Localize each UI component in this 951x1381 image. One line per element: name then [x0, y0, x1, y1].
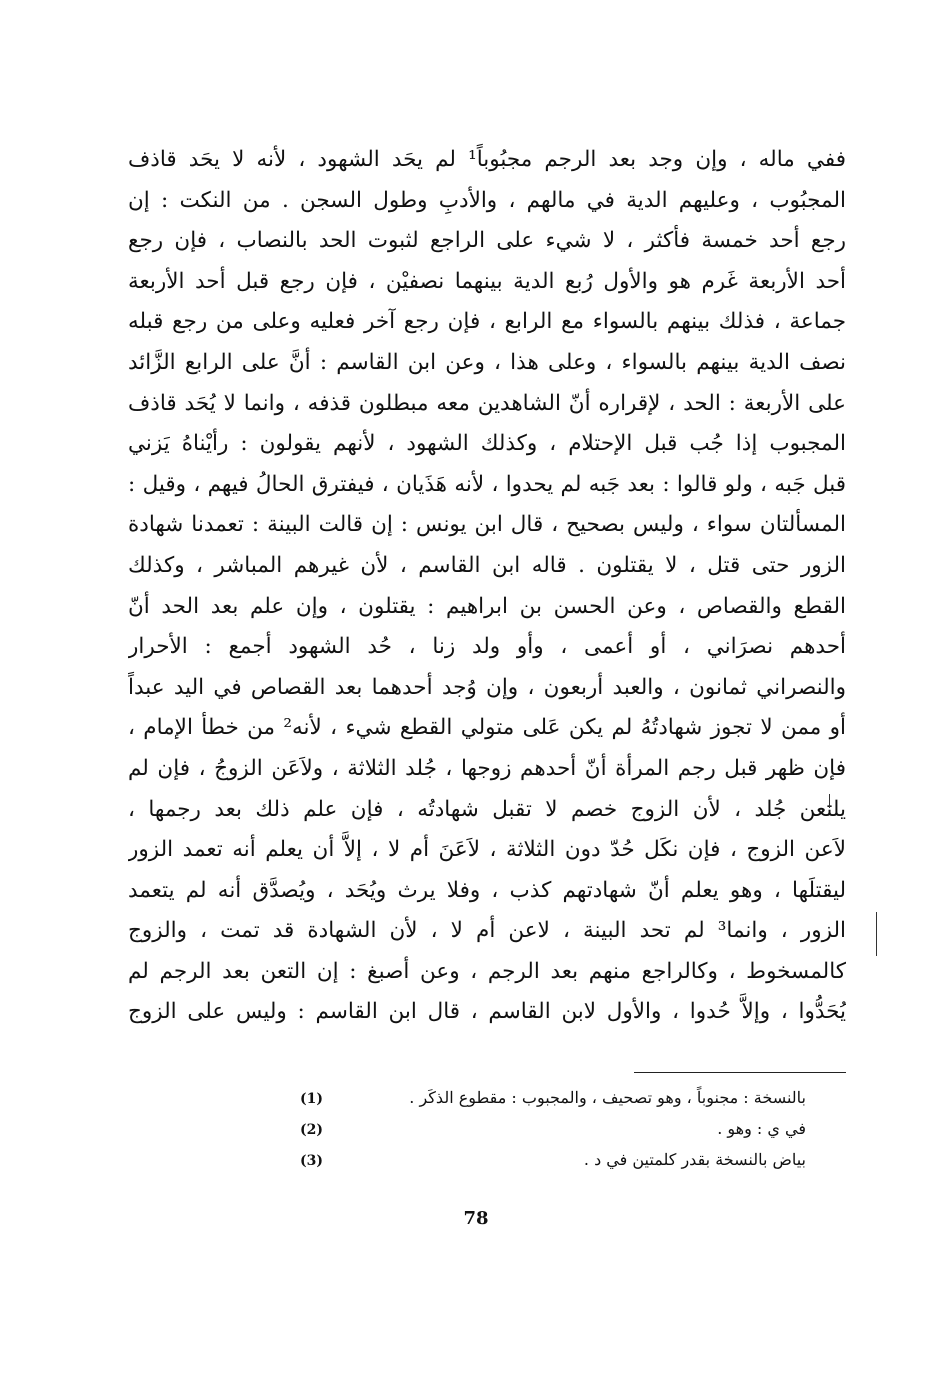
footnote-number: (1)	[300, 1091, 323, 1107]
footnote-text: بياض بالنسخة بقدر كلمتين في د .	[583, 1150, 806, 1169]
text-line: القطع والقصاص ، وعن الحسن بن ابراهيم : يقتلون ، وإن علم بعد الحد أنّ	[128, 593, 846, 619]
footnote-divider	[634, 1072, 846, 1073]
main-text-block	[128, 140, 846, 1033]
text-line: الزور ، وانما³ لم تحد البينة ، لاعن أم لا ، لأن الشهادة قد تمت ، والزوج	[128, 918, 846, 944]
text-line: نصف الدية بينهم بالسواء ، وعلى هذا ، وعن ابن القاسم : أنَّ على الرابع الزَّائد	[128, 349, 846, 375]
footnotes-block	[300, 1082, 814, 1175]
text-line: قبل جَبه ، ولو قالوا : بعد جَبه لم يحدوا ، لأنه هَذَيان ، فيفترق الحالُ فيهم ، وقيل :	[128, 471, 846, 497]
text-line: يلتعن جُلد ، لأن الزوج خصم لا تقبل شهادتُه ، فإن علم ذلك بعد رجمها ،	[128, 796, 846, 822]
text-line: فإن ظهر قبل رجم المرأة أنّ أحدهم زوجها ، جُلد الثلاثة ، ولاَعَن الزوجُ ، فإن لم	[128, 755, 846, 781]
text-line: أو ممن لا تجوز شهادتُهُ لم يكن عَلى متولي القطع شيء ، لأنه² من خطأ الإمام ،	[128, 715, 846, 741]
text-line: المجبُوب ، وعليهم الدية في مالهم ، والأدبِ وطول السجن . من النكت : إن	[128, 187, 846, 213]
text-line: رجع أحد خمسة فأكثر ، لا شيء على الراجع لثبوت الحد بالنصاب ، فإن رجع	[128, 228, 846, 254]
text-line: كالمسخوط ، وكالراجع منهم بعد الرجم ، وعن أصبغ : إن التعن بعد الرجم لم	[128, 958, 846, 984]
text-line: المسألتان سواء ، وليس بصحيح ، قال ابن يونس : إن قالت البينة : تعمدنا شهادة	[128, 512, 846, 538]
text-line: يُحَدُّوا ، وإلاَّ حُدوا ، والأول لابن القاسم ، قال ابن القاسم : وليس على الزوج	[128, 999, 846, 1025]
text-line: جماعة ، فذلك بينهم بالسواء مع الرابع ، فإن رجع آخر فعليه وعلى من رجع قبله	[128, 309, 846, 335]
text-line: ليقتلَها ، وهو يعلم أنّ شهادتهم كذب ، وفلا يرث ويُحَد ، ويُصدَّق أنه لم يتعمد	[128, 877, 846, 903]
footnote-text: في ي : وهو .	[717, 1119, 806, 1138]
margin-mark	[876, 912, 877, 956]
text-line: أحدهم نصرَاني ، أو أعمى ، وأو ولد زنا ، حُد الشهود أجمع : الأحرار	[128, 634, 846, 660]
footnote-number: (3)	[300, 1153, 323, 1169]
text-line: والنصراني ثمانون ، والعبد أربعون ، وإن وُجد أحدهما بعد القصاص في اليد عبداً	[128, 674, 846, 700]
page-number: 78	[463, 1208, 489, 1229]
text-line: ففي ماله ، وإن وجد بعد الرجم مجبُوباً¹ لم يحَد الشهود ، لأنه لا يحَد قاذف	[128, 147, 846, 172]
footnote-number: (2)	[300, 1122, 323, 1138]
text-line: الزور حتى قتل ، لا يقتلون . قاله ابن القاسم ، لأن غيرهم المباشر ، وكذلك	[128, 552, 846, 578]
footnote-item	[300, 1113, 814, 1144]
margin-mark	[829, 794, 830, 808]
text-line: لاَعن الزوج ، فإن نكَل حُدّ دون الثلاثة ، لاَعَنَ أم لا ، إلاَّ أن يعلم أنه تعمد الزور	[128, 837, 846, 863]
footnote-item	[300, 1144, 814, 1175]
text-line: أحد الأربعة غَرم هو والأول رُبع الدية بينهما نصفيْن ، فإن رجع قبل أحد الأربعة	[128, 268, 846, 294]
text-line: المجبوب إذا جُب قبل الإحتلام ، وكذلك الشهود ، لأنهم يقولون : رأيْناهُ يَزني	[128, 431, 846, 457]
footnote-text: بالنسخة : مجنوباً ، وهو تصحيف ، والمجبوب : مقطوع الذكَر .	[409, 1088, 806, 1107]
footnote-item	[300, 1082, 814, 1113]
text-line: على الأربعة : الحد ، لإقراره أنّ الشاهدين معه مبطلون قذفه ، وانما لا يُحَد قاذف	[128, 390, 846, 416]
